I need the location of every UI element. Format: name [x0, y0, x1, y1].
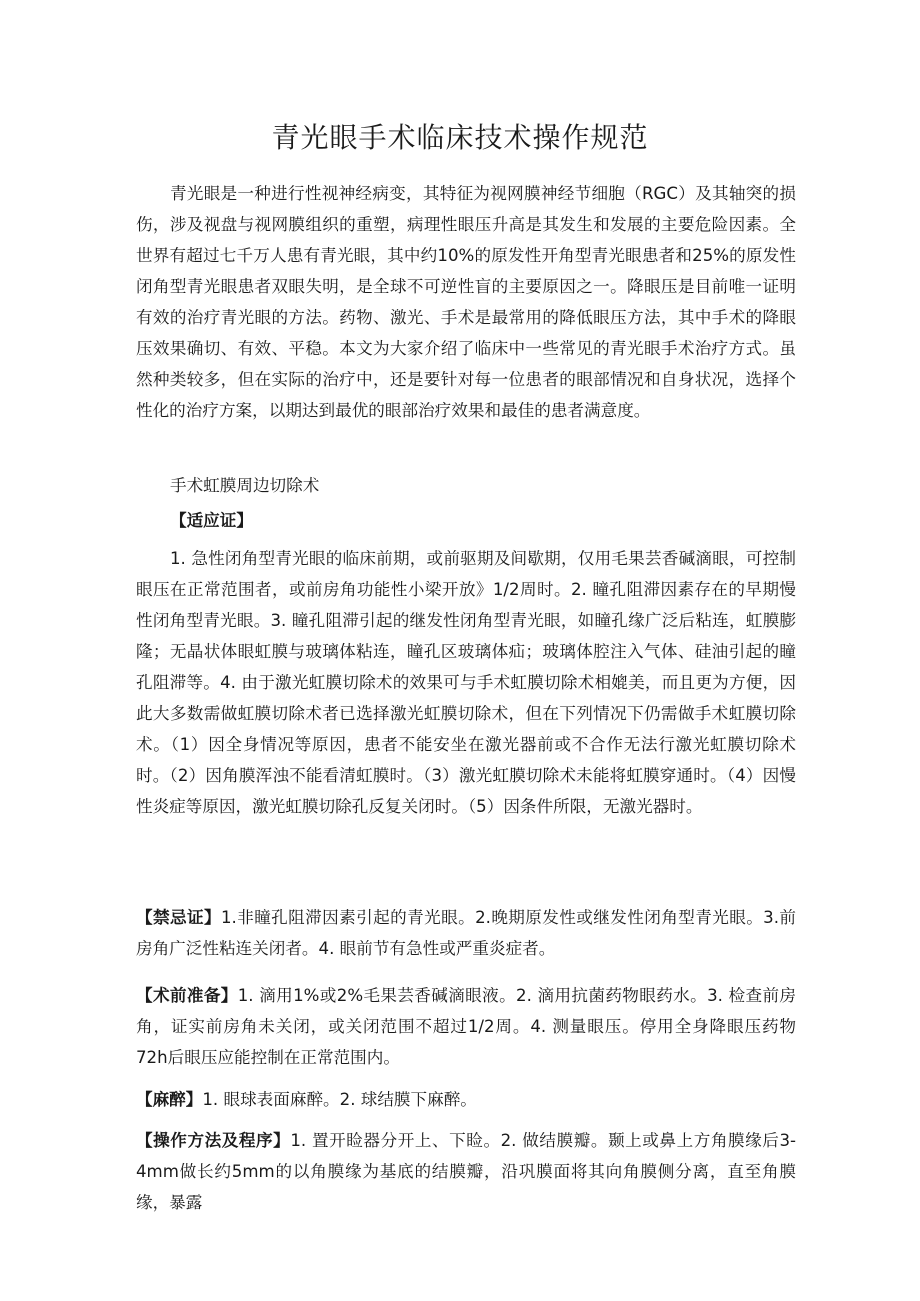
procedure-text: 1. 置开睑器分开上、下睑。2. 做结膜瓣。颞上或鼻上方角膜缘后3-4mm做长约5mm的以角膜缘为基底的结膜瓣，沿巩膜面将其向角膜侧分离，直至角膜缘，暴露 [136, 1131, 797, 1212]
preparation-heading: 【术前准备】 [136, 986, 238, 1005]
indications-paragraph: 1. 急性闭角型青光眼的临床前期，或前驱期及间歇期，仅用毛果芸香碱滴眼，可控制眼压在正常范围者，或前房角功能性小梁开放》1/2周时。2. 瞳孔阻滞因素存在的早期慢性闭角型青光眼。3. 瞳孔阻滞引起的继发性闭角型青光眼，如瞳孔缘广泛后粘连，虹膜膨隆；无晶状体眼虹膜与玻璃体粘连，瞳孔区玻璃体疝；玻璃体腔注入气体、硅油引起的瞳孔阻滞等。4. 由于激光虹膜切除术的效果可与手术虹膜切除术相媲美，而且更为方便，因此大多数需做虹膜切除术者已选择激光虹膜切除术，但在下列情况下仍需做手术虹膜切除术。（1）因全身情况等原因，患者不能安坐在激光器前或不合作无法行激光虹膜切除术时。（2）因角膜浑浊不能看清虹膜时。（3）激光虹膜切除术未能将虹膜穿通时。（4）因慢性炎症等原因，激光虹膜切除孔反复关闭时。（5）因条件所限，无激光器时。 [136, 549, 796, 816]
procedure-paragraph [136, 1125, 796, 1218]
anesthesia-heading: 【麻醉】 [136, 1090, 203, 1109]
procedure-heading: 【操作方法及程序】 [136, 1131, 291, 1150]
preparation-text: 1. 滴用1%或2%毛果芸香碱滴眼液。2. 滴用抗菌药物眼药水。3. 检查前房角，证实前房角未关闭，或关闭范围不超过1/2周。4. 测量眼压。停用全身降眼压药物72h后眼压应能控制在正常范围内。 [136, 986, 796, 1067]
indications-heading [136, 505, 830, 536]
contraindications-heading: 【禁忌证】 [136, 908, 221, 927]
document-title: 青光眼手术临床技术操作规范 [271, 121, 649, 154]
anesthesia-paragraph [136, 1084, 796, 1115]
anesthesia-text: 1. 眼球表面麻醉。2. 球结膜下麻醉。 [202, 1090, 477, 1109]
contraindications-paragraph [136, 902, 796, 964]
intro-paragraph: 青光眼是一种进行性视神经病变，其特征为视网膜神经节细胞（RGC）及其轴突的损伤，涉及视盘与视网膜组织的重塑，病理性眼压升高是其发生和发展的主要危险因素。全世界有超过七千万人患有青光眼，其中约10%的原发性开角型青光眼患者和25%的原发性闭角型青光眼患者双眼失明，是全球不可逆性盲的主要原因之一。降眼压是目前唯一证明有效的治疗青光眼的方法。药物、激光、手术是最常用的降低眼压方法，其中手术的降眼压效果确切、有效、平稳。本文为大家介绍了临床中一些常见的青光眼手术治疗方式。虽然种类较多，但在实际的治疗中，还是要针对每一位患者的眼部情况和自身状况，选择个性化的治疗方案，以期达到最优的眼部治疗效果和最佳的患者满意度。 [136, 184, 796, 420]
indications-heading-text: 【适应证】 [170, 511, 253, 530]
surgery-name: 手术虹膜周边切除术 [170, 476, 320, 495]
contraindications-text: 1.非瞳孔阻滞因素引起的青光眼。2.晚期原发性或继发性闭角型青光眼。3.前房角广泛性粘连关闭者。4. 眼前节有急性或严重炎症者。 [136, 908, 797, 958]
preparation-paragraph [136, 980, 796, 1073]
